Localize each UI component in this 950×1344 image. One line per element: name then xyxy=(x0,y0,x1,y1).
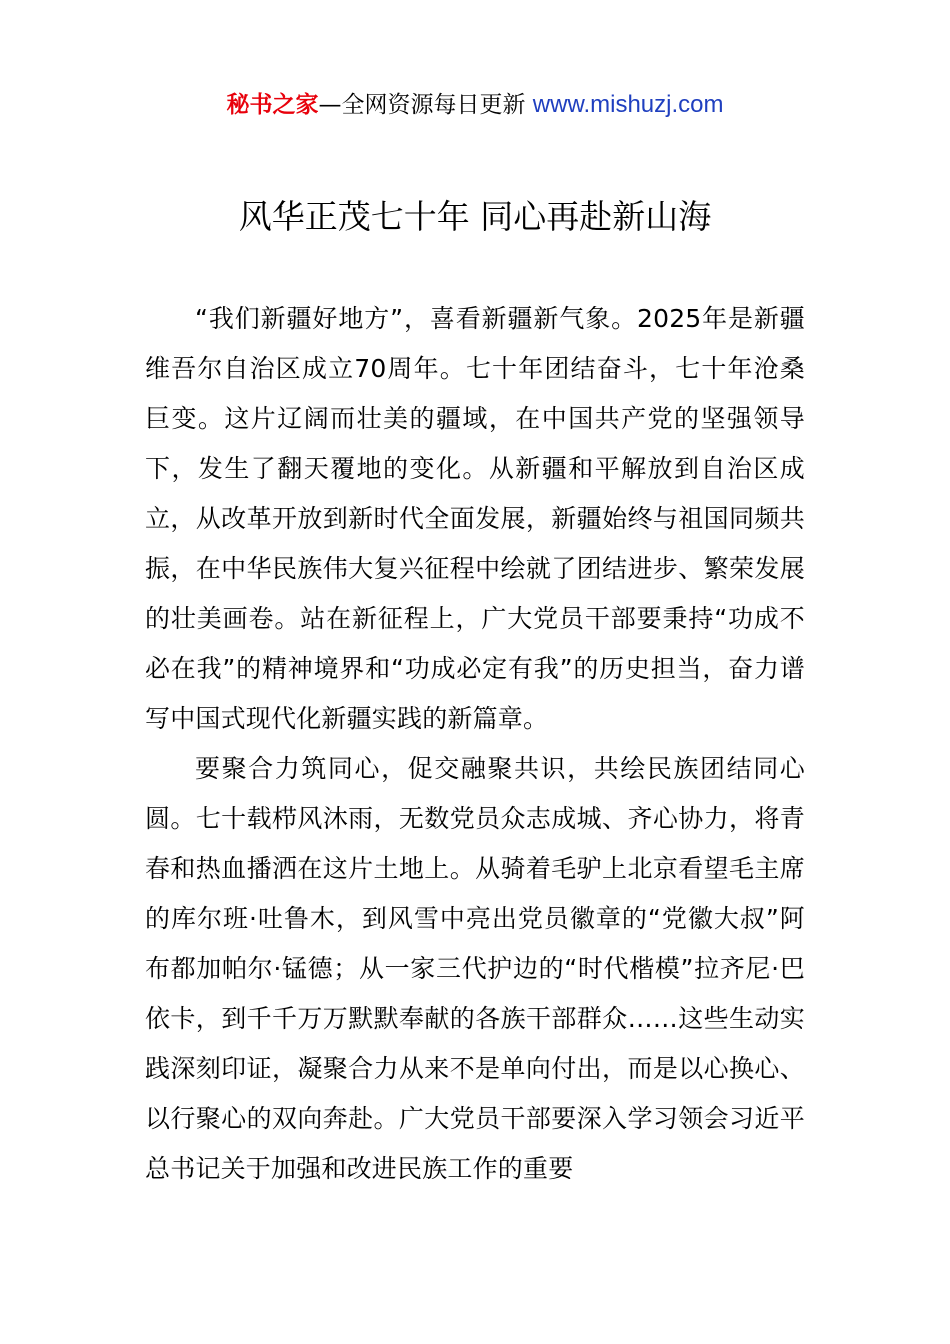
document-title: 风华正茂七十年 同心再赴新山海 xyxy=(238,197,712,236)
site-url-link[interactable]: www.mishuzj.com xyxy=(532,91,724,118)
header-tagline: —全网资源每日更新 xyxy=(318,92,533,118)
paragraph-1: “我们新疆好地方”，喜看新疆新气象。2025年是新疆维吾尔自治区成立70周年。七十年团结奋斗，七十年沧桑巨变。这片辽阔而壮美的疆域，在中国共产党的坚强领导下，发生了翻天覆地的变化。从新疆和平解放到自治区成立，从改革开放到新时代全面发展，新疆始终与祖国同频共振，在中华民族伟大复兴征程中绘就了团结进步、繁荣发展的壮美画卷。站在新征程上，广大党员干部要秉持“功成不必在我”的精神境界和“功成必定有我”的历史担当，奋力谱写中国式现代化新疆实践的新篇章。 xyxy=(145,304,805,733)
site-header xyxy=(0,88,950,122)
document-body xyxy=(145,294,805,1194)
paragraph-2: 要聚合力筑同心，促交融聚共识，共绘民族团结同心圆。七十载栉风沐雨，无数党员众志成城、齐心协力，将青春和热血播洒在这片土地上。从骑着毛驴上北京看望毛主席的库尔班·吐鲁木，到风雪中亮出党员徽章的“党徽大叔”阿布都加帕尔·锰德；从一家三代护边的“时代楷模”拉齐尼·巴依卡，到千千万万默默奉献的各族干部群众……这些生动实践深刻印证，凝聚合力从来不是单向付出，而是以心换心、以行聚心的双向奔赴。广大党员干部要深入学习领会习近平总书记关于加强和改进民族工作的重要 xyxy=(145,754,805,1183)
brand-name: 秘书之家 xyxy=(226,92,319,118)
